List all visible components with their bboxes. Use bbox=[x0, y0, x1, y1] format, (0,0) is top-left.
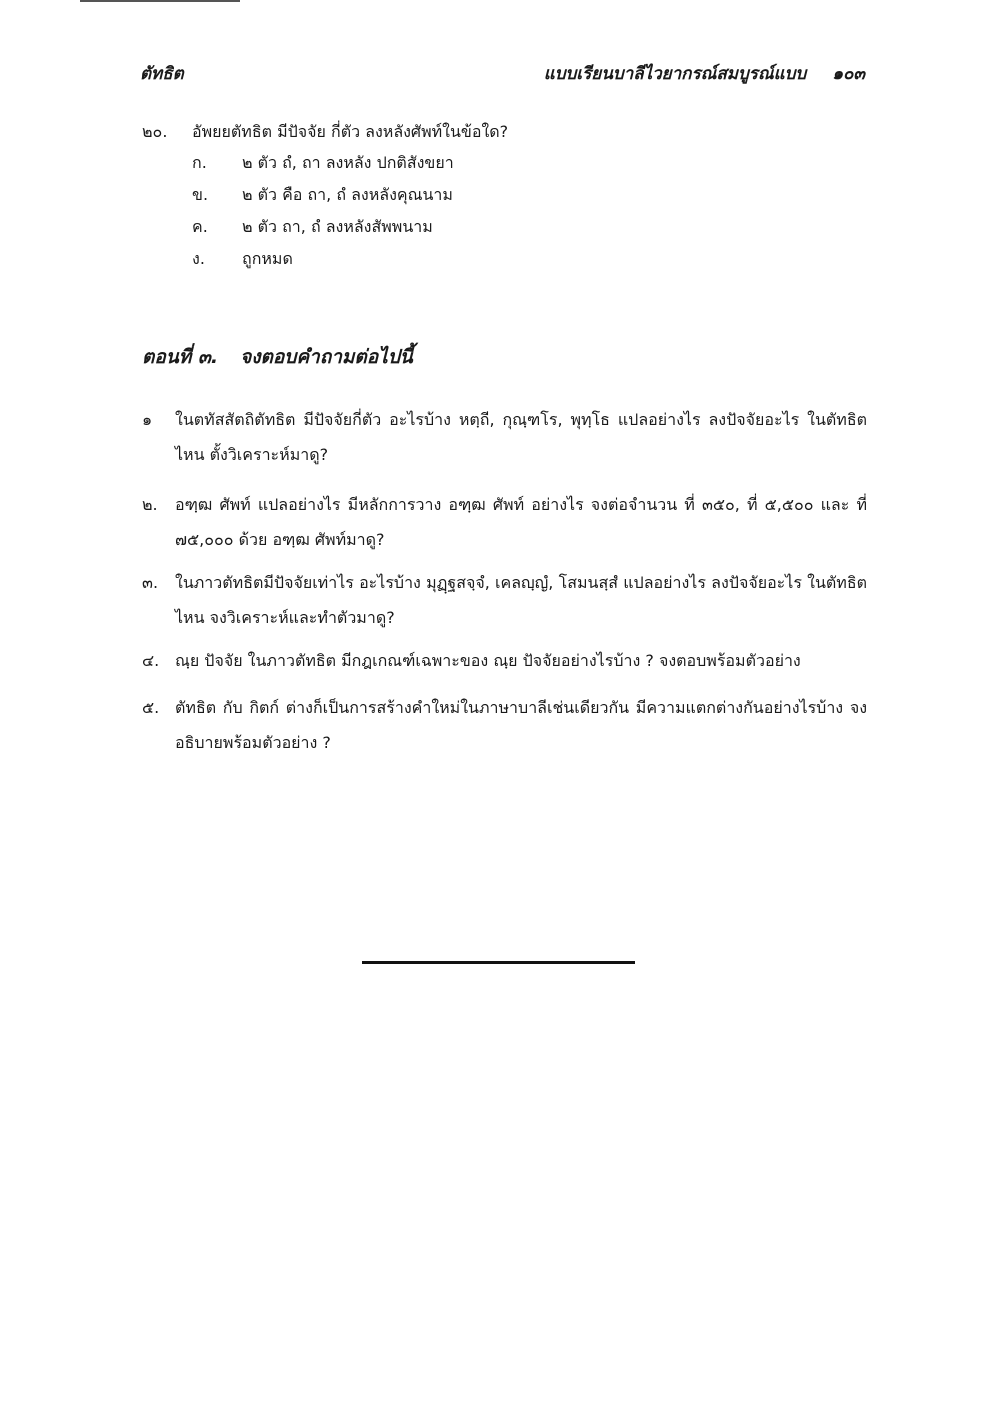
item-text: ณฺย ปัจจัย ในภาวตัทธิต มีกฎเกณฑ์เฉพาะของ ณฺย ปัจจัยอย่างไรบ้าง ? จงตอบพร้อมตัวอย่าง bbox=[175, 651, 801, 670]
item-number: ๕. bbox=[142, 698, 160, 717]
item-number: ๓. bbox=[142, 573, 159, 592]
page-header bbox=[140, 60, 865, 90]
option-text: ถูกหมด bbox=[242, 249, 293, 268]
option-text: ๒ ตัว คือ ถา, ถํ ลงหลังคุณนาม bbox=[242, 185, 453, 204]
page-number: ๑๐๓ bbox=[832, 64, 865, 84]
item-number: ๑ bbox=[142, 410, 153, 429]
option-b bbox=[192, 183, 453, 208]
scan-edge-line bbox=[80, 0, 240, 2]
book-title: แบบเรียนบาลีไวยากรณ์สมบูรณ์แบบ bbox=[543, 64, 807, 84]
option-text: ๒ ตัว ถา, ถํ ลงหลังสัพพนาม bbox=[242, 217, 433, 236]
option-text: ๒ ตัว ถํ, ถา ลงหลัง ปกติสังขยา bbox=[242, 153, 454, 172]
item-text: ในตทัสสัตถิตัทธิต มีปัจจัยกี่ตัว อะไรบ้าง หตฺถี, กุณฺฑโร, พุทฺโธ แปลอย่างไร ลงปัจจัยอะไร ในตัทธิตไหน ตั้งวิเคราะห์มาดู? bbox=[175, 410, 867, 464]
item-number: ๒. bbox=[142, 495, 158, 514]
running-title-right bbox=[544, 60, 865, 87]
essay-question-3 bbox=[142, 565, 867, 635]
section-heading bbox=[142, 342, 413, 372]
section-text: จงตอบคำถามต่อไปนี้ bbox=[240, 346, 413, 368]
option-label: ก. bbox=[192, 153, 207, 172]
essay-question-5 bbox=[142, 690, 867, 760]
section-label: ตอนที่ ๓. bbox=[142, 346, 219, 368]
option-label: ค. bbox=[192, 217, 208, 236]
item-text: ตัทธิต กับ กิตก์ ต่างก็เป็นการสร้างคำใหม่ในภาษาบาลีเช่นเดียวกัน มีความแตกต่างกันอย่างไรบ้าง จง อธิบายพร้อมตัวอย่าง ? bbox=[175, 698, 867, 752]
question-number: ๒๐. bbox=[142, 122, 168, 141]
essay-question-4 bbox=[142, 643, 867, 678]
option-c bbox=[192, 215, 433, 240]
essay-question-2 bbox=[142, 487, 867, 557]
item-text: ในภาวตัทธิตมีปัจจัยเท่าไร อะไรบ้าง มุฏฺฐสจฺจํ, เคลญฺญํ, โสมนสฺสํ แปลอย่างไร ลงปัจจัยอะไร ในตัทธิต ไหน จงวิเคราะห์และทำตัวมาดู? bbox=[175, 573, 867, 627]
question-20 bbox=[142, 120, 508, 145]
item-number: ๔. bbox=[142, 651, 160, 670]
option-a bbox=[192, 151, 454, 176]
running-title-left: ตัทธิต bbox=[140, 64, 184, 84]
option-d bbox=[192, 247, 293, 272]
option-label: ข. bbox=[192, 185, 209, 204]
item-text: อฑฺฒ ศัพท์ แปลอย่างไร มีหลักการวาง อฑฺฒ ศัพท์ อย่างไร จงต่อจำนวน ที่ ๓๕๐, ที่ ๕,๕๐๐ และ ที่ ๗๕,๐๐๐ ด้วย อฑฺฒ ศัพท์มาดู? bbox=[175, 495, 867, 549]
question-text: อัพยยตัทธิต มีปัจจัย กี่ตัว ลงหลังศัพท์ในข้อใด? bbox=[192, 122, 509, 141]
option-label: ง. bbox=[192, 249, 205, 268]
essay-question-1 bbox=[142, 402, 867, 472]
end-divider bbox=[362, 961, 635, 964]
